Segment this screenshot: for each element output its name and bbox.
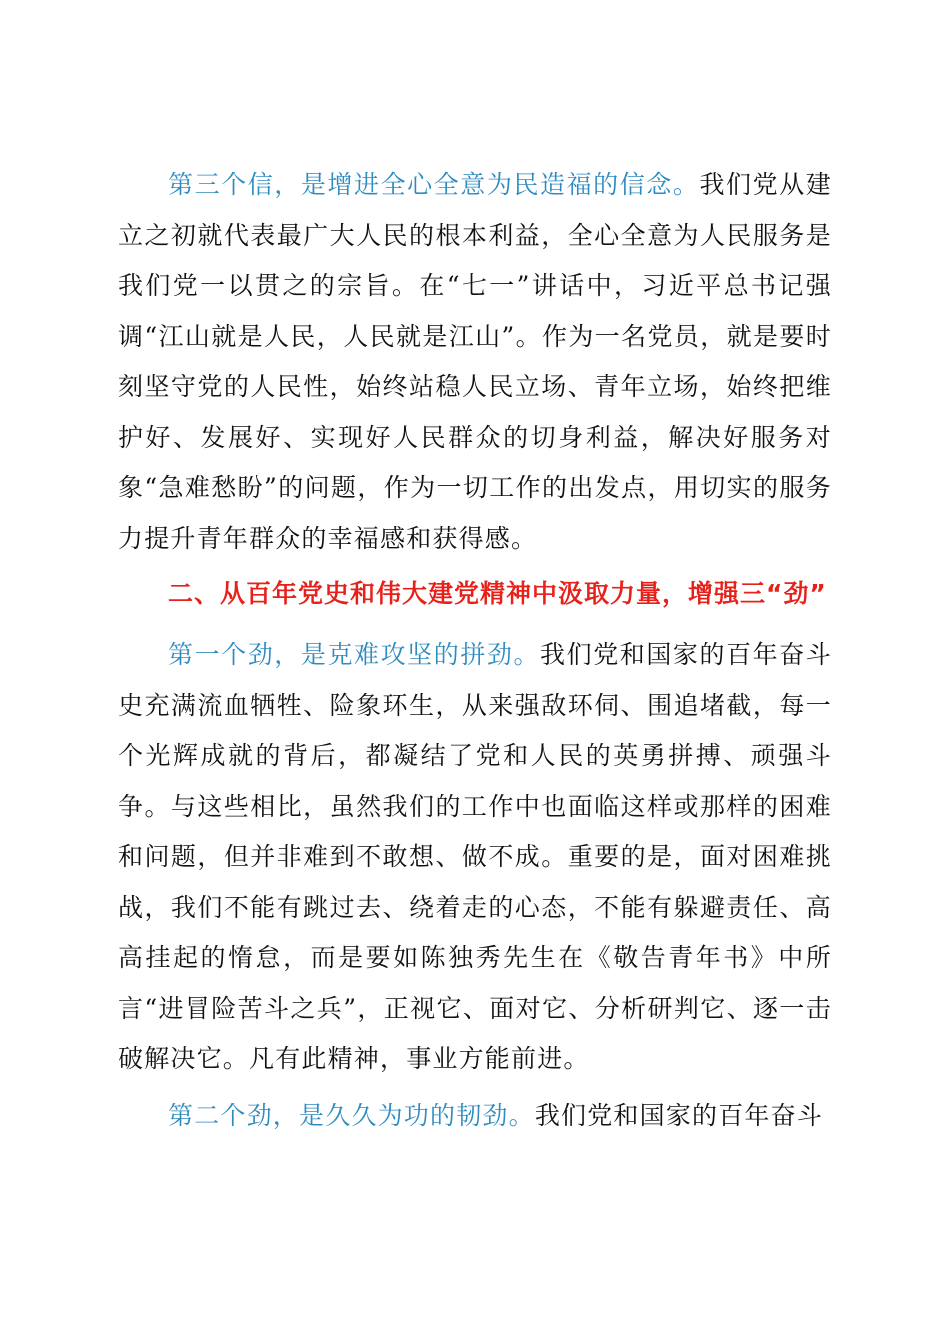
paragraph-text: 我们党和国家的百年奋斗 bbox=[534, 1100, 824, 1130]
paragraph-lead: 第二个劲，是久久为功的韧劲。 bbox=[168, 1100, 535, 1130]
paragraph-first-vigor bbox=[118, 630, 832, 1085]
paragraph-second-vigor bbox=[118, 1091, 832, 1142]
paragraph-lead: 第一个劲，是克难攻坚的拼劲。 bbox=[168, 640, 541, 669]
section-heading: 二、从百年党史和伟大建党精神中汲取力量，增强三“劲” bbox=[168, 579, 827, 608]
paragraph-text: 我们党和国家的百年奋斗史充满流血牺牲、险象环生，从来强敌环伺、围追堵截，每一个光辉成就的背后，都凝结了党和人民的英勇拼搏、顽强斗争。与这些相比，虽然我们的工作中也面临这样或那样的困难和问题，但并非难到不敢想、做不成。重要的是，面对困难挑战，我们不能有跳过去、绕着走的心态，不能有躲避责任、高高挂起的惰怠，而是要如陈独秀先生在《敬告青年书》中所言“进冒险苦斗之兵”，正视它、面对它、分析研判它、逐一击破解决它。凡有此精神，事业方能前进。 bbox=[118, 640, 832, 1073]
paragraph-third-belief bbox=[118, 160, 832, 564]
paragraph-lead: 第三个信，是增进全心全意为民造福的信念。 bbox=[168, 170, 700, 199]
paragraph-text: 我们党从建立之初就代表最广大人民的根本利益，全心全意为人民服务是我们党一以贯之的宗旨。在“七一”讲话中，习近平总书记强调“江山就是人民，人民就是江山”。作为一名党员，就是要时刻坚守党的人民性，始终站稳人民立场、青年立场，始终把维护好、发展好、实现好人民群众的切身利益，解决好服务对象“急难愁盼”的问题，作为一切工作的出发点，用切实的服务力提升青年群众的幸福感和获得感。 bbox=[118, 170, 832, 553]
document-body bbox=[118, 160, 832, 1147]
